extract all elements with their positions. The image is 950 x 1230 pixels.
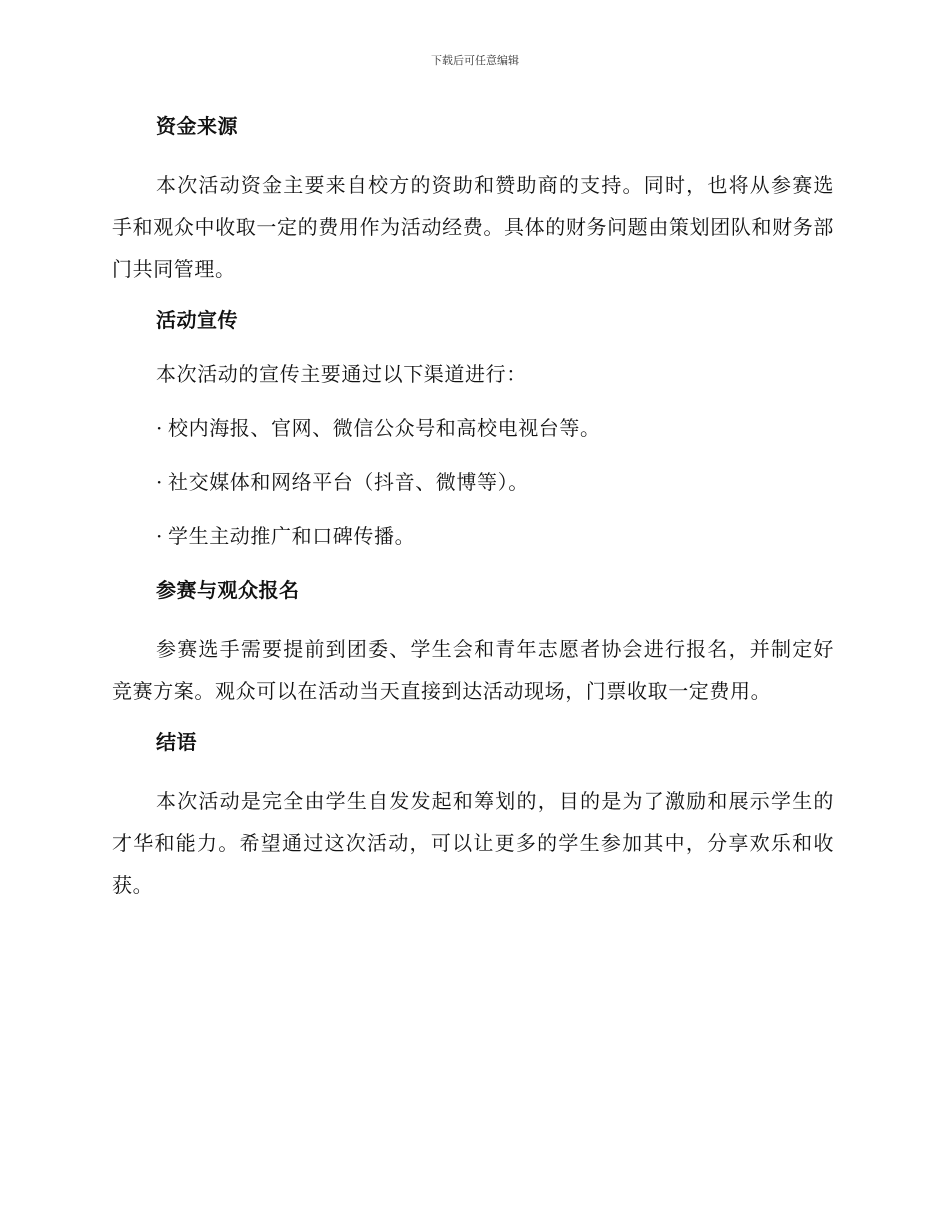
bullet-dot: · <box>156 524 163 548</box>
section-heading-funding: 资金来源 <box>156 114 238 138</box>
bullet-item <box>112 520 834 552</box>
section-heading-registration: 参赛与观众报名 <box>156 578 300 602</box>
section-conclusion <box>112 726 834 906</box>
paragraph-registration: 参赛选手需要提前到团委、学生会和青年志愿者协会进行报名，并制定好竞赛方案。观众可以在活动当天直接到达活动现场，门票收取一定费用。 <box>112 637 834 703</box>
bullet-dot: · <box>156 416 163 440</box>
section-promotion <box>112 304 834 552</box>
paragraph-promotion: 本次活动的宣传主要通过以下渠道进行： <box>156 362 527 386</box>
bullet-text: 学生主动推广和口碑传播。 <box>168 524 416 548</box>
bullet-item <box>112 412 834 444</box>
bullet-text: 校内海报、官网、微信公众号和高校电视台等。 <box>168 416 601 440</box>
section-registration <box>112 574 834 712</box>
bullet-dot: · <box>156 470 163 494</box>
header-note: 下载后可任意编辑 <box>431 54 519 67</box>
section-funding <box>112 110 834 290</box>
section-heading-promotion: 活动宣传 <box>156 308 238 332</box>
paragraph-conclusion: 本次活动是完全由学生自发发起和筹划的，目的是为了激励和展示学生的才华和能力。希望通过这次活动，可以让更多的学生参加其中，分享欢乐和收获。 <box>112 789 834 897</box>
paragraph-funding: 本次活动资金主要来自校方的资助和赞助商的支持。同时，也将从参赛选手和观众中收取一定的费用作为活动经费。具体的财务问题由策划团队和财务部门共同管理。 <box>112 173 834 281</box>
section-heading-conclusion: 结语 <box>156 730 197 754</box>
document-body <box>112 110 834 920</box>
bullet-item <box>112 466 834 498</box>
bullet-text: 社交媒体和网络平台（抖音、微博等）。 <box>168 470 529 494</box>
